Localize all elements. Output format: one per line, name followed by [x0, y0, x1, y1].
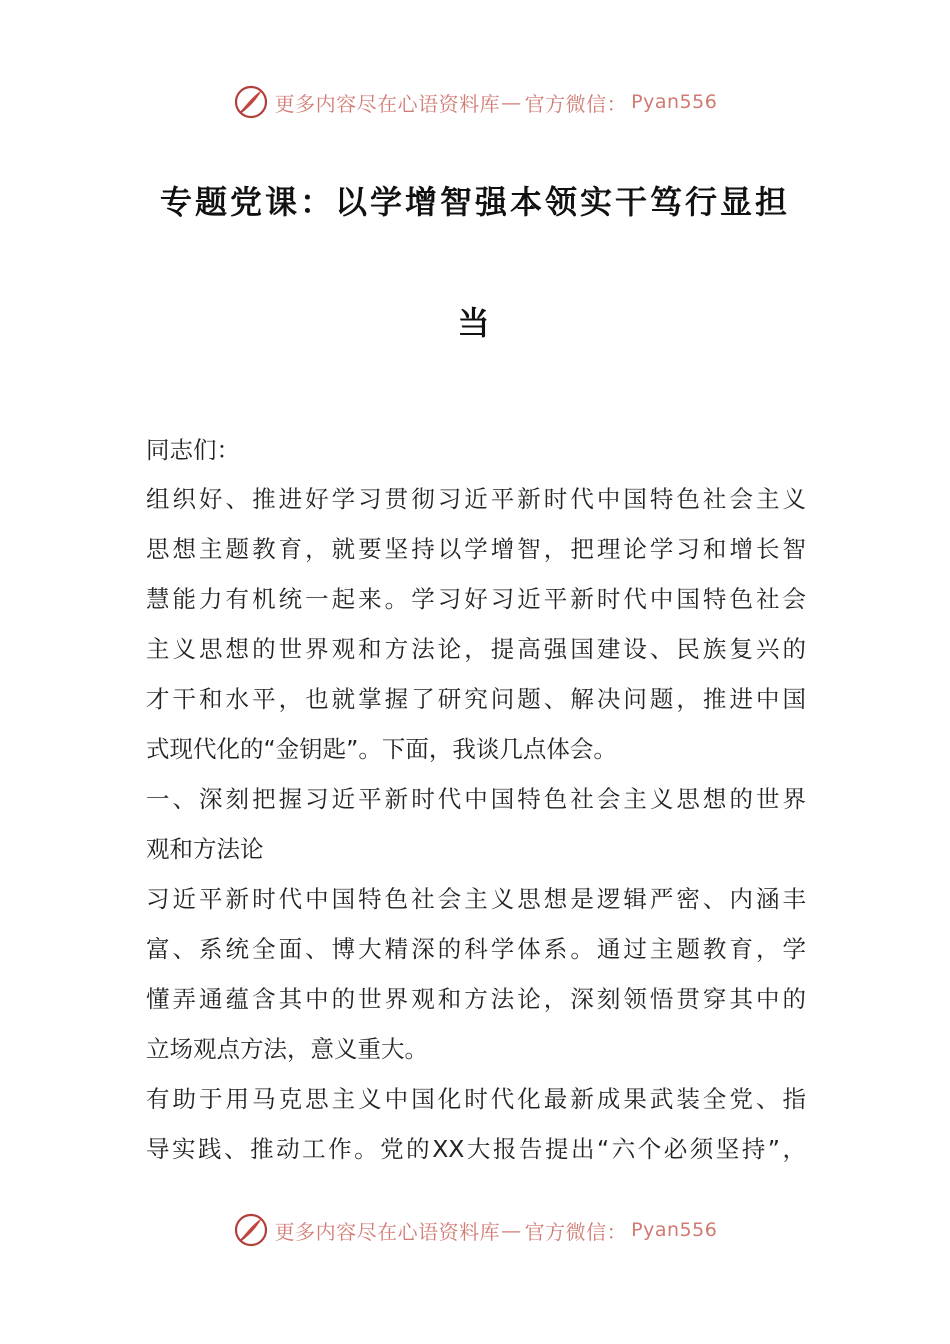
body-line: 立场观点方法，意义重大。 — [146, 1035, 428, 1063]
watermark-dash: — — [501, 90, 522, 114]
body-line: 富、系统全面、博大精深的科学体系。通过主题教育，学 — [146, 935, 806, 963]
watermark-banner-top — [0, 82, 950, 122]
section-heading-line: 观和方法论 — [146, 835, 264, 863]
body-line: 懂弄通蕴含其中的世界观和方法论，深刻领悟贯穿其中的 — [146, 985, 806, 1013]
body-line: 思想主题教育，就要坚持以学增智，把理论学习和增长智 — [146, 535, 806, 563]
watermark-banner-bottom — [0, 1210, 950, 1250]
body-line: 习近平新时代中国特色社会主义思想是逻辑严密、内涵丰 — [146, 885, 806, 913]
section-heading-line: 一、深刻把握习近平新时代中国特色社会主义思想的世界 — [146, 785, 806, 813]
watermark-wechat-id: Pyan556 — [631, 1219, 718, 1241]
watermark-text: 更多内容尽在心语资料库 — [274, 1219, 501, 1244]
document-title-line-1: 专题党课：以学增智强本领实干笃行显担 — [159, 183, 790, 221]
body-line: 有助于用马克思主义中国化时代化最新成果武装全党、指 — [146, 1085, 806, 1113]
body-line: 慧能力有机统一起来。学习好习近平新时代中国特色社会 — [146, 585, 806, 613]
quill-logo-icon — [233, 1212, 269, 1248]
body-line: 导实践、推动工作。党的XX大报告提出“六个必须坚持”， — [146, 1135, 806, 1163]
body-line: 才干和水平，也就掌握了研究问题、解决问题，推进中国 — [146, 685, 806, 713]
watermark-wechat-id: Pyan556 — [631, 91, 718, 113]
body-line: 组织好、推进好学习贯彻习近平新时代中国特色社会主义 — [146, 485, 806, 513]
document-title-line-2: 当 — [457, 304, 493, 342]
greeting: 同志们： — [146, 436, 240, 464]
watermark-wechat-label: 官方微信： — [524, 91, 628, 116]
watermark-text: 更多内容尽在心语资料库 — [274, 91, 501, 116]
body-line: 式现代化的“金钥匙”。下面，我谈几点体会。 — [146, 735, 617, 763]
watermark-wechat-label: 官方微信： — [524, 1219, 628, 1244]
quill-logo-icon — [233, 84, 269, 120]
watermark-dash: — — [501, 1218, 522, 1242]
body-line: 主义思想的世界观和方法论，提高强国建设、民族复兴的 — [146, 635, 806, 663]
